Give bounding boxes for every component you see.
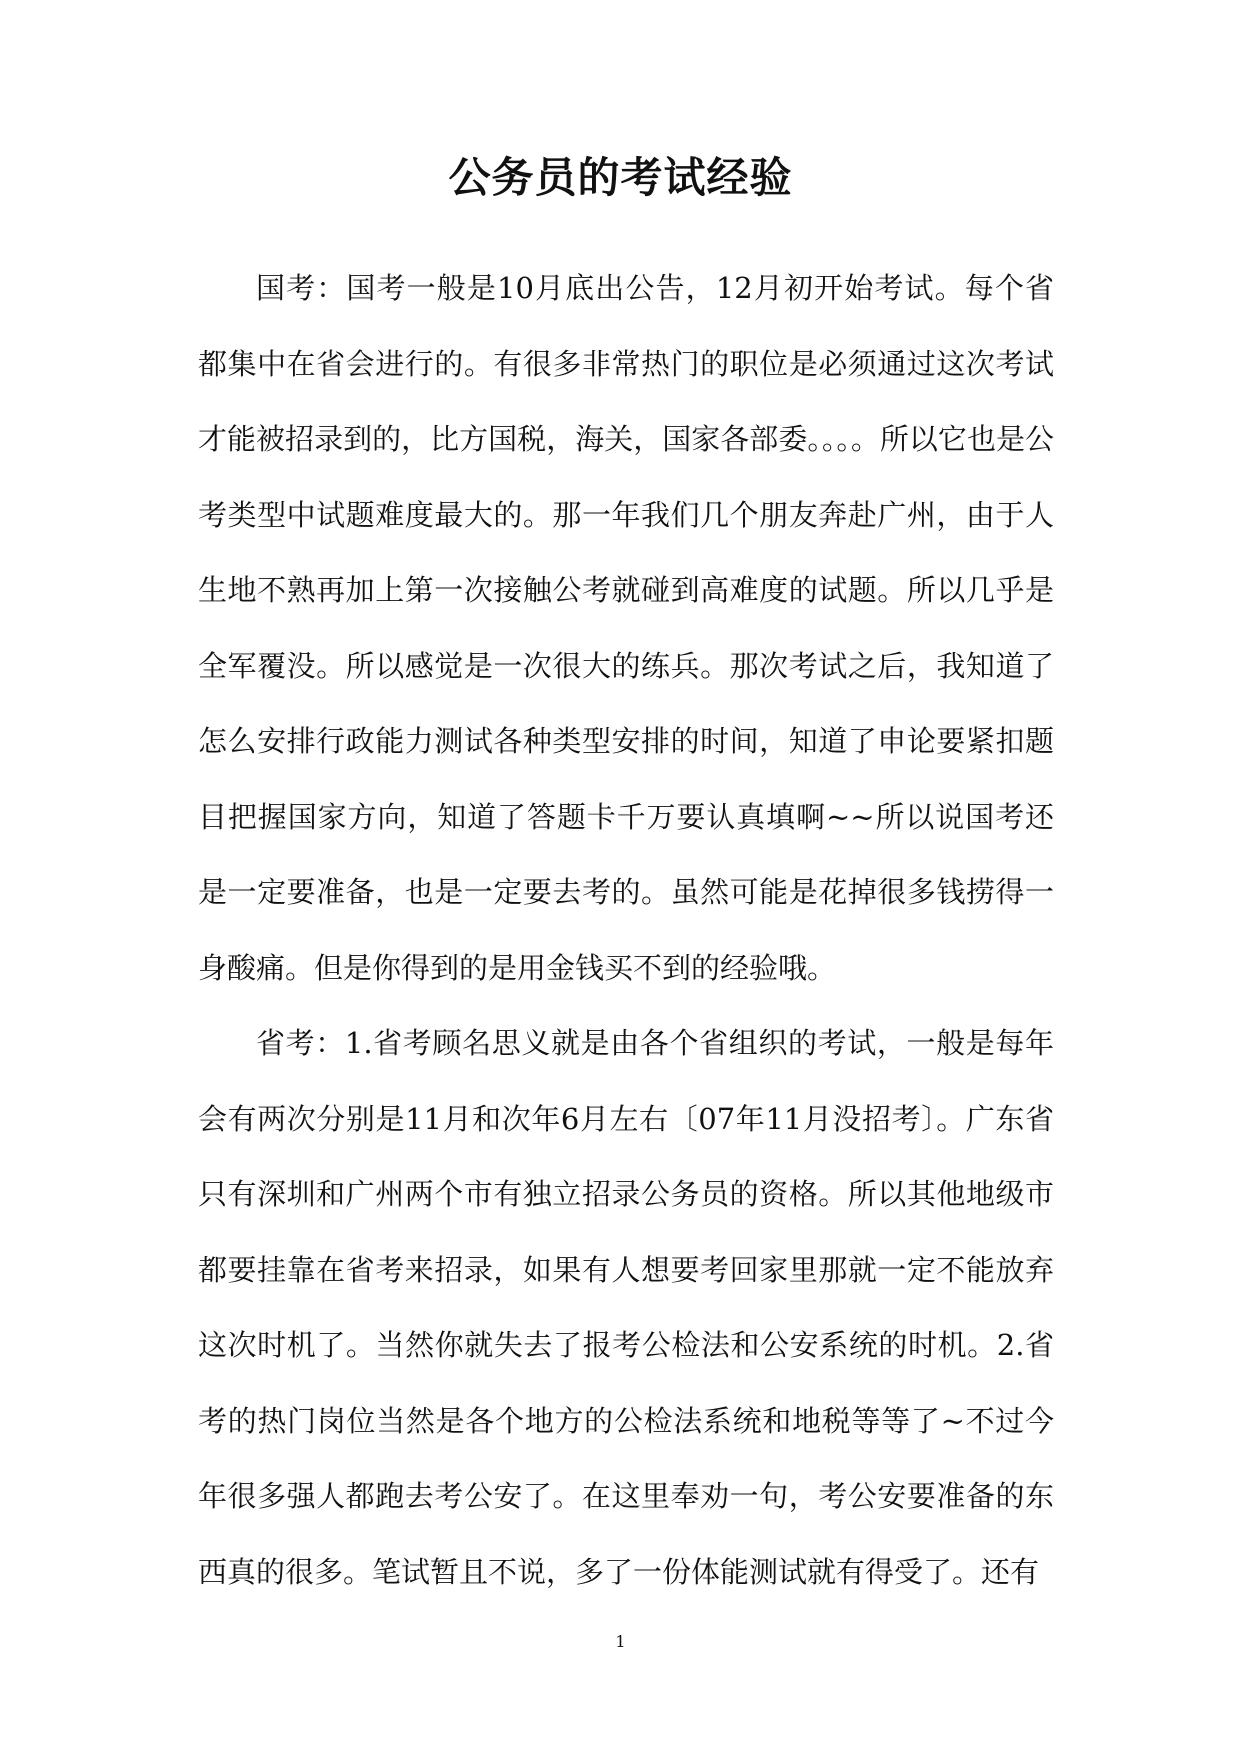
page-title: 公务员的考试经验 <box>448 153 793 202</box>
paragraph-provincial-exam: 省考：1.省考顾名思义就是由各个省组织的考试，一般是每年会有两次分别是11月和次年6月左右〔07年11月没招考〕。广东省只有深圳和广州两个市有独立招录公务员的资格。所以其他地级市都要挂靠在省考来招录，如果有人想要考回家里那就一定不能放弃这次时机了。当然你就失去了报考公检法和公安系统的时机。2.省考的热门岗位当然是各个地方的公检法系统和地税等等了~不过今年很多强人都跑去考公安了。在这里奉劝一句，考公安要准备的东西真的很多。笔试暂且不说，多了一份体能测试就有得受了。还有 <box>198 1026 1054 1589</box>
paragraph-national-exam: 国考：国考一般是10月底出公告，12月初开始考试。每个省都集中在省会进行的。有很多非常热门的职位是必须通过这次考试才能被招录到的，比方国税，海关，国家各部委。。。。所以它也是公考类型中试题难度最大的。那一年我们几个朋友奔赴广州，由于人生地不熟再加上第一次接触公考就碰到高难度的试题。所以几乎是全军覆没。所以感觉是一次很大的练兵。那次考试之后，我知道了怎么安排行政能力测试各种类型安排的时间，知道了申论要紧扣题目把握国家方向，知道了答题卡千万要认真填啊~~所以说国考还是一定要准备，也是一定要去考的。虽然可能是花掉很多钱捞得一身酸痛。但是你得到的是用金钱买不到的经验哦。 <box>198 271 1054 985</box>
document-body <box>198 251 1054 1610</box>
page-number: 1 <box>615 1632 626 1651</box>
